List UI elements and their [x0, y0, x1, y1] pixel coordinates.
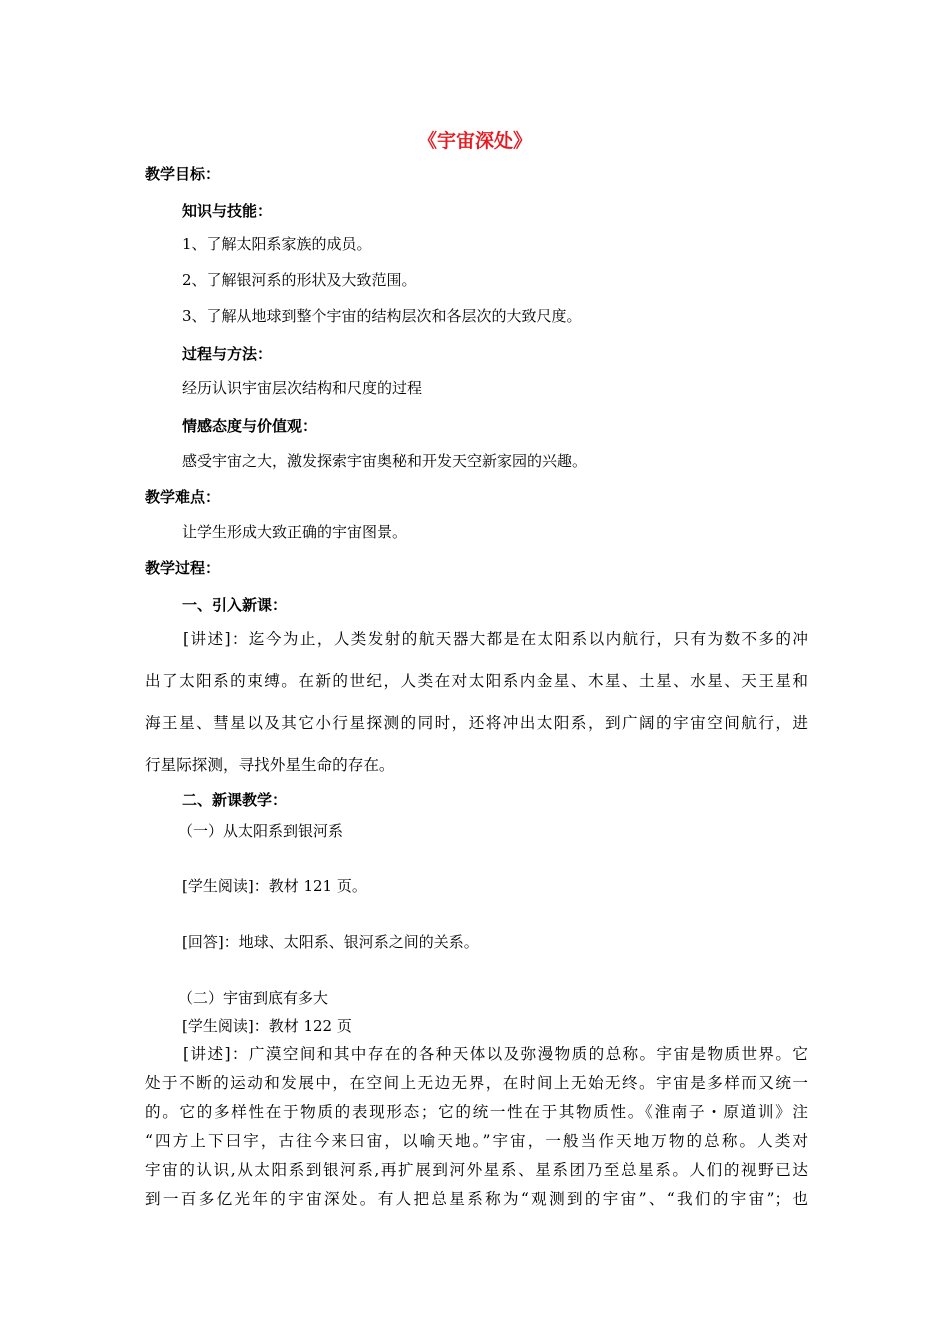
sub2-line-5: 宇宙的认识,从太阳系到银河系,再扩展到河外星系、星系团乃至总星系。人们的视野已达	[145, 1161, 808, 1179]
part1-heading: 一、引入新课：	[182, 596, 288, 614]
part2-heading: 二、新课教学：	[182, 791, 288, 809]
difficulty-heading: 教学难点：	[145, 488, 221, 506]
knowledge-heading: 知识与技能：	[182, 202, 273, 220]
part1-line-1: [讲述]：迄今为止，人类发射的航天器大都是在太阳系以内航行，只有为数不多的冲	[183, 630, 808, 648]
sub2-line-6: 到一百多亿光年的宇宙深处。有人把总星系称为“观测到的宇宙”、“我们的宇宙”；也	[145, 1190, 808, 1208]
knowledge-item-1: 1、了解太阳系家族的成员。	[182, 235, 372, 253]
emotion-text: 感受宇宙之大，激发探索宇宙奥秘和开发天空新家园的兴趣。	[182, 452, 588, 470]
part1-paragraph	[145, 618, 808, 786]
part1-line-2: 出了太阳系的束缚。在新的世纪，人类在对太阳系内金星、木星、土星、水星、天王星和	[145, 672, 808, 690]
procedure-heading: 教学过程：	[145, 559, 221, 577]
sub1-heading: （一）从太阳系到银河系	[178, 822, 344, 840]
emotion-heading: 情感态度与价值观：	[182, 417, 318, 435]
sub2-line-1: [讲述]：广漠空间和其中存在的各种天体以及弥漫物质的总称。宇宙是物质世界。它	[183, 1045, 808, 1063]
sub2-line-4: “四方上下曰宇，古往今来曰宙，以喻天地。”宇宙，一般当作天地万物的总称。人类对	[145, 1132, 808, 1150]
sub1-answer: [回答]：地球、太阳系、银河系之间的关系。	[182, 933, 479, 951]
process-text: 经历认识宇宙层次结构和尺度的过程	[182, 379, 423, 397]
part1-line-3: 海王星、彗星以及其它小行星探测的同时，还将冲出太阳系，到广阔的宇宙空间航行，进	[145, 714, 808, 732]
difficulty-text: 让学生形成大致正确的宇宙图景。	[182, 523, 408, 541]
knowledge-item-2: 2、了解银河系的形状及大致范围。	[182, 271, 417, 289]
sub1-reading: [学生阅读]：教材 121 页。	[182, 877, 367, 895]
sub2-line-2: 处于不断的运动和发展中，在空间上无边无界，在时间上无始无终。宇宙是多样而又统一	[145, 1074, 808, 1092]
process-heading: 过程与方法：	[182, 345, 273, 363]
objectives-heading: 教学目标：	[145, 165, 221, 183]
sub2-line-3: 的。它的多样性在于物质的表现形态；它的统一性在于其物质性。《淮南子・原道训》注	[145, 1103, 808, 1121]
sub2-paragraph	[145, 1040, 808, 1214]
part1-line-4: 行星际探测，寻找外星生命的存在。	[145, 756, 395, 774]
sub2-heading: （二）宇宙到底有多大	[178, 989, 329, 1007]
sub2-reading: [学生阅读]：教材 122 页	[182, 1017, 352, 1035]
knowledge-item-3: 3、了解从地球到整个宇宙的结构层次和各层次的大致尺度。	[182, 307, 582, 325]
document-title: 《宇宙深处》	[417, 130, 532, 152]
